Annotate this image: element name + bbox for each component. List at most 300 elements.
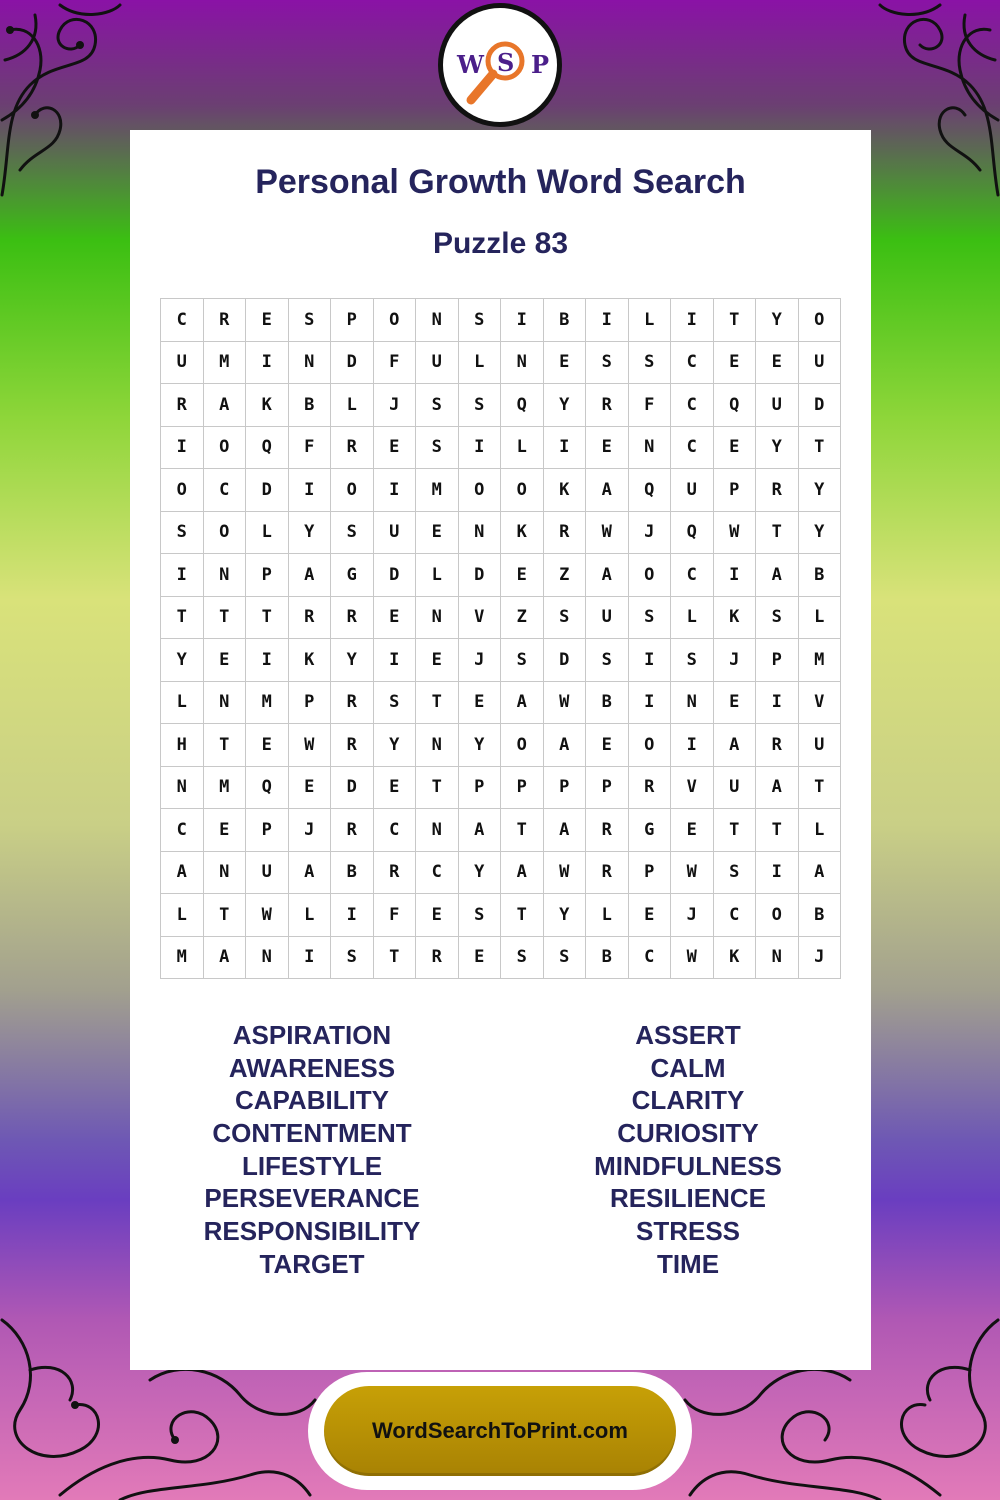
grid-cell[interactable]: C [628, 936, 671, 979]
grid-cell[interactable]: N [756, 936, 799, 979]
grid-cell[interactable]: E [246, 724, 289, 767]
grid-cell[interactable]: J [628, 511, 671, 554]
grid-cell[interactable]: P [586, 766, 629, 809]
letter-grid [160, 298, 841, 979]
grid-cell[interactable]: R [373, 851, 416, 894]
grid-cell[interactable]: B [288, 384, 331, 427]
grid-cell[interactable]: T [203, 596, 246, 639]
grid-cell[interactable]: V [798, 681, 841, 724]
word-item: CURIOSITY [617, 1118, 759, 1149]
grid-cell[interactable]: D [373, 554, 416, 597]
grid-cell[interactable]: M [161, 936, 204, 979]
grid-cell[interactable]: C [203, 469, 246, 512]
grid-cell[interactable]: S [373, 681, 416, 724]
grid-cell[interactable]: C [713, 894, 756, 937]
grid-cell[interactable]: T [501, 809, 544, 852]
grid-cell[interactable]: A [543, 724, 586, 767]
grid-cell[interactable]: S [416, 426, 459, 469]
grid-cell[interactable]: O [458, 469, 501, 512]
grid-cell[interactable]: B [798, 894, 841, 937]
grid-cell[interactable]: L [246, 511, 289, 554]
grid-cell[interactable]: S [501, 639, 544, 682]
grid-cell[interactable]: Z [501, 596, 544, 639]
word-item: STRESS [635, 1216, 741, 1247]
grid-cell[interactable]: W [713, 511, 756, 554]
grid-cell[interactable]: P [331, 299, 374, 342]
grid-cell[interactable]: R [331, 809, 374, 852]
grid-cell[interactable]: N [288, 341, 331, 384]
grid-cell[interactable]: R [331, 596, 374, 639]
word-item: TARGET [259, 1248, 365, 1279]
grid-cell[interactable]: S [586, 639, 629, 682]
grid-cell[interactable]: W [671, 851, 714, 894]
grid-cell[interactable]: E [671, 809, 714, 852]
grid-cell[interactable]: N [416, 724, 459, 767]
grid-cell[interactable]: S [458, 894, 501, 937]
grid-cell[interactable]: Y [798, 511, 841, 554]
grid-cell[interactable]: M [798, 639, 841, 682]
grid-cell[interactable]: W [543, 851, 586, 894]
grid-cell[interactable]: Y [288, 511, 331, 554]
grid-cell[interactable]: L [458, 341, 501, 384]
grid-cell[interactable]: O [756, 894, 799, 937]
grid-cell[interactable]: Q [628, 469, 671, 512]
grid-cell[interactable]: P [246, 809, 289, 852]
grid-cell[interactable]: R [586, 809, 629, 852]
grid-cell[interactable]: C [373, 809, 416, 852]
grid-cell[interactable]: O [798, 299, 841, 342]
grid-cell[interactable]: A [756, 554, 799, 597]
grid-cell[interactable]: U [713, 766, 756, 809]
grid-cell[interactable]: Y [331, 639, 374, 682]
grid-row [161, 639, 841, 682]
grid-cell[interactable]: E [203, 639, 246, 682]
grid-cell[interactable]: C [416, 851, 459, 894]
top-right-ornament [870, 0, 1000, 200]
grid-cell[interactable]: K [713, 596, 756, 639]
grid-cell[interactable]: O [373, 299, 416, 342]
grid-cell[interactable]: P [246, 554, 289, 597]
logo-letter-s: S [497, 48, 515, 77]
grid-cell[interactable]: U [416, 341, 459, 384]
grid-cell[interactable]: N [203, 681, 246, 724]
grid-cell[interactable]: J [713, 639, 756, 682]
grid-cell[interactable]: S [543, 936, 586, 979]
grid-cell[interactable]: J [288, 809, 331, 852]
logo-letter-p: P [531, 50, 550, 79]
grid-cell[interactable]: E [713, 341, 756, 384]
grid-cell[interactable]: Y [458, 724, 501, 767]
grid-cell[interactable]: B [331, 851, 374, 894]
grid-cell[interactable]: S [161, 511, 204, 554]
grid-row [161, 341, 841, 384]
grid-cell[interactable]: I [161, 426, 204, 469]
grid-cell[interactable]: A [458, 809, 501, 852]
grid-cell[interactable]: L [288, 894, 331, 937]
grid-cell[interactable]: P [756, 639, 799, 682]
word-item: CALM [650, 1052, 726, 1083]
word-item: LIFESTYLE [241, 1150, 383, 1181]
grid-cell[interactable]: K [713, 936, 756, 979]
grid-cell[interactable]: O [501, 469, 544, 512]
grid-cell[interactable]: I [246, 341, 289, 384]
grid-cell[interactable]: I [756, 851, 799, 894]
grid-cell[interactable]: R [288, 596, 331, 639]
grid-cell[interactable]: S [458, 384, 501, 427]
grid-cell[interactable]: Q [671, 511, 714, 554]
grid-cell[interactable]: L [671, 596, 714, 639]
grid-cell[interactable]: S [713, 851, 756, 894]
grid-cell[interactable]: R [756, 469, 799, 512]
grid-cell[interactable]: F [373, 341, 416, 384]
grid-cell[interactable]: I [373, 469, 416, 512]
word-item: CLARITY [631, 1085, 745, 1116]
top-left-ornament [0, 0, 130, 200]
grid-cell[interactable]: T [798, 766, 841, 809]
grid-cell[interactable]: N [416, 299, 459, 342]
grid-cell[interactable]: P [713, 469, 756, 512]
grid-cell[interactable]: E [373, 766, 416, 809]
grid-cell[interactable]: M [203, 766, 246, 809]
grid-cell[interactable]: E [246, 299, 289, 342]
grid-cell[interactable]: Z [543, 554, 586, 597]
grid-cell[interactable]: S [628, 341, 671, 384]
grid-cell[interactable]: N [501, 341, 544, 384]
grid-cell[interactable]: S [331, 936, 374, 979]
grid-cell[interactable]: U [671, 469, 714, 512]
grid-cell[interactable]: A [501, 681, 544, 724]
grid-cell[interactable]: P [543, 766, 586, 809]
grid-cell[interactable]: U [586, 596, 629, 639]
grid-cell[interactable]: A [501, 851, 544, 894]
grid-cell[interactable]: M [203, 341, 246, 384]
grid-cell[interactable]: H [161, 724, 204, 767]
grid-cell[interactable]: K [288, 639, 331, 682]
grid-cell[interactable]: N [628, 426, 671, 469]
grid-cell[interactable]: A [798, 851, 841, 894]
grid-cell[interactable]: E [628, 894, 671, 937]
grid-cell[interactable]: O [331, 469, 374, 512]
grid-cell[interactable]: T [713, 809, 756, 852]
grid-cell[interactable]: N [203, 554, 246, 597]
grid-cell[interactable]: P [288, 681, 331, 724]
grid-cell[interactable]: R [331, 426, 374, 469]
grid-cell[interactable]: T [246, 596, 289, 639]
grid-row [161, 766, 841, 809]
grid-cell[interactable]: A [586, 469, 629, 512]
grid-cell[interactable]: N [416, 809, 459, 852]
grid-cell[interactable]: R [756, 724, 799, 767]
grid-cell[interactable]: N [246, 936, 289, 979]
grid-cell[interactable]: Q [246, 426, 289, 469]
grid-cell[interactable]: K [246, 384, 289, 427]
grid-cell[interactable]: K [543, 469, 586, 512]
grid-cell[interactable]: M [416, 469, 459, 512]
grid-cell[interactable]: T [501, 894, 544, 937]
grid-cell[interactable]: L [331, 384, 374, 427]
grid-cell[interactable]: I [331, 894, 374, 937]
grid-cell[interactable]: Q [501, 384, 544, 427]
grid-cell[interactable]: A [288, 851, 331, 894]
grid-cell[interactable]: J [798, 936, 841, 979]
grid-cell[interactable]: T [161, 596, 204, 639]
grid-cell[interactable]: S [586, 341, 629, 384]
grid-cell[interactable]: O [501, 724, 544, 767]
grid-cell[interactable]: L [586, 894, 629, 937]
grid-cell[interactable]: C [671, 554, 714, 597]
grid-cell[interactable]: C [671, 341, 714, 384]
wsp-logo [438, 3, 562, 127]
grid-cell[interactable]: L [628, 299, 671, 342]
grid-cell[interactable]: U [798, 341, 841, 384]
grid-cell[interactable]: R [628, 766, 671, 809]
grid-cell[interactable]: T [798, 426, 841, 469]
grid-cell[interactable]: B [543, 299, 586, 342]
grid-cell[interactable]: D [246, 469, 289, 512]
grid-row [161, 724, 841, 767]
grid-cell[interactable]: T [756, 511, 799, 554]
grid-cell[interactable]: Y [756, 299, 799, 342]
grid-row [161, 426, 841, 469]
word-item: RESILIENCE [609, 1183, 767, 1214]
grid-cell[interactable]: F [628, 384, 671, 427]
grid-cell[interactable]: L [416, 554, 459, 597]
grid-cell[interactable]: Y [798, 469, 841, 512]
grid-cell[interactable]: D [331, 341, 374, 384]
grid-cell[interactable]: I [671, 299, 714, 342]
grid-cell[interactable]: B [586, 936, 629, 979]
site-link-label: WordSearchToPrint.com [372, 1418, 628, 1443]
grid-cell[interactable]: J [458, 639, 501, 682]
grid-cell[interactable]: O [161, 469, 204, 512]
grid-cell[interactable]: U [798, 724, 841, 767]
grid-cell[interactable]: A [288, 554, 331, 597]
grid-cell[interactable]: T [373, 936, 416, 979]
page-title: Personal Growth Word Search [255, 163, 746, 201]
grid-cell[interactable]: E [373, 426, 416, 469]
grid-cell[interactable]: I [543, 426, 586, 469]
grid-cell[interactable]: S [671, 639, 714, 682]
grid-cell[interactable]: N [671, 681, 714, 724]
grid-cell[interactable]: E [373, 596, 416, 639]
grid-cell[interactable]: C [161, 809, 204, 852]
grid-cell[interactable]: T [713, 299, 756, 342]
grid-cell[interactable]: N [458, 511, 501, 554]
grid-cell[interactable]: Y [161, 639, 204, 682]
grid-row [161, 511, 841, 554]
grid-cell[interactable]: E [416, 511, 459, 554]
grid-cell[interactable]: L [161, 681, 204, 724]
grid-cell[interactable]: O [203, 511, 246, 554]
grid-cell[interactable]: S [331, 511, 374, 554]
grid-cell[interactable]: E [586, 724, 629, 767]
grid-cell[interactable]: S [288, 299, 331, 342]
grid-cell[interactable]: S [628, 596, 671, 639]
grid-cell[interactable]: Y [543, 384, 586, 427]
word-item: ASSERT [635, 1020, 741, 1050]
grid-cell[interactable]: A [203, 936, 246, 979]
grid-cell[interactable]: A [543, 809, 586, 852]
grid-cell[interactable]: E [458, 936, 501, 979]
grid-cell[interactable]: N [203, 851, 246, 894]
grid-row [161, 384, 841, 427]
grid-cell[interactable]: I [373, 639, 416, 682]
grid-cell[interactable]: J [671, 894, 714, 937]
grid-cell[interactable]: N [161, 766, 204, 809]
grid-cell[interactable]: L [798, 596, 841, 639]
word-item: CONTENTMENT [212, 1118, 412, 1149]
grid-cell[interactable]: D [458, 554, 501, 597]
grid-cell[interactable]: V [458, 596, 501, 639]
grid-cell[interactable]: R [203, 299, 246, 342]
grid-cell[interactable]: D [331, 766, 374, 809]
word-item: TIME [656, 1248, 720, 1279]
grid-cell[interactable]: A [203, 384, 246, 427]
grid-cell[interactable]: J [373, 384, 416, 427]
word-item: ASPIRATION [232, 1020, 392, 1050]
grid-cell[interactable]: I [671, 724, 714, 767]
grid-cell[interactable]: E [416, 894, 459, 937]
grid-cell[interactable]: C [161, 299, 204, 342]
grid-cell[interactable]: R [543, 511, 586, 554]
grid-cell[interactable]: V [671, 766, 714, 809]
grid-row [161, 596, 841, 639]
grid-cell[interactable]: D [798, 384, 841, 427]
grid-cell[interactable]: Q [713, 384, 756, 427]
grid-cell[interactable]: O [628, 554, 671, 597]
grid-cell[interactable]: S [458, 299, 501, 342]
grid-cell[interactable]: E [288, 766, 331, 809]
grid-cell[interactable]: O [628, 724, 671, 767]
grid-cell[interactable]: S [543, 596, 586, 639]
grid-cell[interactable]: Y [373, 724, 416, 767]
puzzle-number: Puzzle 83 [432, 227, 569, 260]
grid-cell[interactable]: Y [543, 894, 586, 937]
grid-cell[interactable]: R [586, 851, 629, 894]
word-list-right [548, 1019, 828, 1281]
grid-row [161, 299, 841, 342]
grid-cell[interactable]: E [713, 681, 756, 724]
grid-cell[interactable]: E [416, 639, 459, 682]
grid-cell[interactable]: S [756, 596, 799, 639]
grid-cell[interactable]: A [586, 554, 629, 597]
grid-cell[interactable]: I [246, 639, 289, 682]
grid-row [161, 554, 841, 597]
grid-cell[interactable]: L [798, 809, 841, 852]
grid-cell[interactable]: W [671, 936, 714, 979]
grid-cell[interactable]: S [416, 384, 459, 427]
grid-cell[interactable]: I [288, 469, 331, 512]
grid-cell[interactable]: T [203, 724, 246, 767]
grid-cell[interactable]: T [756, 809, 799, 852]
grid-cell[interactable]: R [331, 724, 374, 767]
grid-cell[interactable]: T [416, 766, 459, 809]
grid-cell[interactable]: E [203, 809, 246, 852]
grid-cell[interactable]: D [543, 639, 586, 682]
grid-row [161, 851, 841, 894]
grid-cell[interactable]: B [586, 681, 629, 724]
grid-cell[interactable]: W [543, 681, 586, 724]
grid-cell[interactable]: I [458, 426, 501, 469]
grid-cell[interactable]: I [288, 936, 331, 979]
grid-cell[interactable]: W [246, 894, 289, 937]
word-item: MINDFULNESS [594, 1150, 782, 1181]
grid-cell[interactable]: I [756, 681, 799, 724]
grid-cell[interactable]: W [586, 511, 629, 554]
grid-cell[interactable]: U [246, 851, 289, 894]
grid-cell[interactable]: I [586, 299, 629, 342]
grid-cell[interactable]: G [331, 554, 374, 597]
grid-cell[interactable]: C [671, 384, 714, 427]
grid-cell[interactable]: I [628, 681, 671, 724]
grid-cell[interactable]: P [628, 851, 671, 894]
grid-cell[interactable]: Y [756, 426, 799, 469]
site-link-button[interactable] [324, 1386, 676, 1476]
grid-cell[interactable]: N [416, 596, 459, 639]
grid-cell[interactable]: E [501, 554, 544, 597]
grid-cell[interactable]: L [501, 426, 544, 469]
grid-cell[interactable]: O [203, 426, 246, 469]
word-list-left [172, 1019, 452, 1281]
grid-row [161, 894, 841, 937]
grid-cell[interactable]: U [756, 384, 799, 427]
grid-cell[interactable]: C [671, 426, 714, 469]
word-item: CAPABILITY [234, 1085, 390, 1116]
grid-cell[interactable]: R [586, 384, 629, 427]
grid-cell[interactable]: E [458, 681, 501, 724]
grid-cell[interactable]: A [713, 724, 756, 767]
grid-cell[interactable]: F [373, 894, 416, 937]
grid-cell[interactable]: A [756, 766, 799, 809]
grid-cell[interactable]: I [161, 554, 204, 597]
grid-row [161, 681, 841, 724]
grid-cell[interactable]: G [628, 809, 671, 852]
grid-cell[interactable]: R [161, 384, 204, 427]
grid-cell[interactable]: U [161, 341, 204, 384]
grid-cell[interactable]: Q [246, 766, 289, 809]
grid-row [161, 936, 841, 979]
grid-cell[interactable]: T [203, 894, 246, 937]
grid-cell[interactable]: E [543, 341, 586, 384]
grid-cell[interactable]: K [501, 511, 544, 554]
grid-cell[interactable]: R [331, 681, 374, 724]
grid-cell[interactable]: P [458, 766, 501, 809]
grid-cell[interactable]: R [416, 936, 459, 979]
grid-cell[interactable]: S [501, 936, 544, 979]
grid-row [161, 809, 841, 852]
grid-cell[interactable]: I [628, 639, 671, 682]
grid-cell[interactable]: I [713, 554, 756, 597]
grid-cell[interactable]: E [756, 341, 799, 384]
grid-cell[interactable]: P [501, 766, 544, 809]
grid-cell[interactable]: L [161, 894, 204, 937]
grid-cell[interactable]: E [586, 426, 629, 469]
word-item: PERSEVERANCE [204, 1183, 420, 1214]
grid-cell[interactable]: Y [458, 851, 501, 894]
grid-cell[interactable]: T [416, 681, 459, 724]
grid-cell[interactable]: I [501, 299, 544, 342]
grid-cell[interactable]: B [798, 554, 841, 597]
word-item: RESPONSIBILITY [203, 1216, 421, 1247]
grid-cell[interactable]: W [288, 724, 331, 767]
grid-cell[interactable]: F [288, 426, 331, 469]
grid-cell[interactable]: U [373, 511, 416, 554]
grid-cell[interactable]: E [713, 426, 756, 469]
grid-row [161, 469, 841, 512]
grid-cell[interactable]: M [246, 681, 289, 724]
grid-cell[interactable]: A [161, 851, 204, 894]
word-item: AWARENESS [228, 1052, 396, 1083]
